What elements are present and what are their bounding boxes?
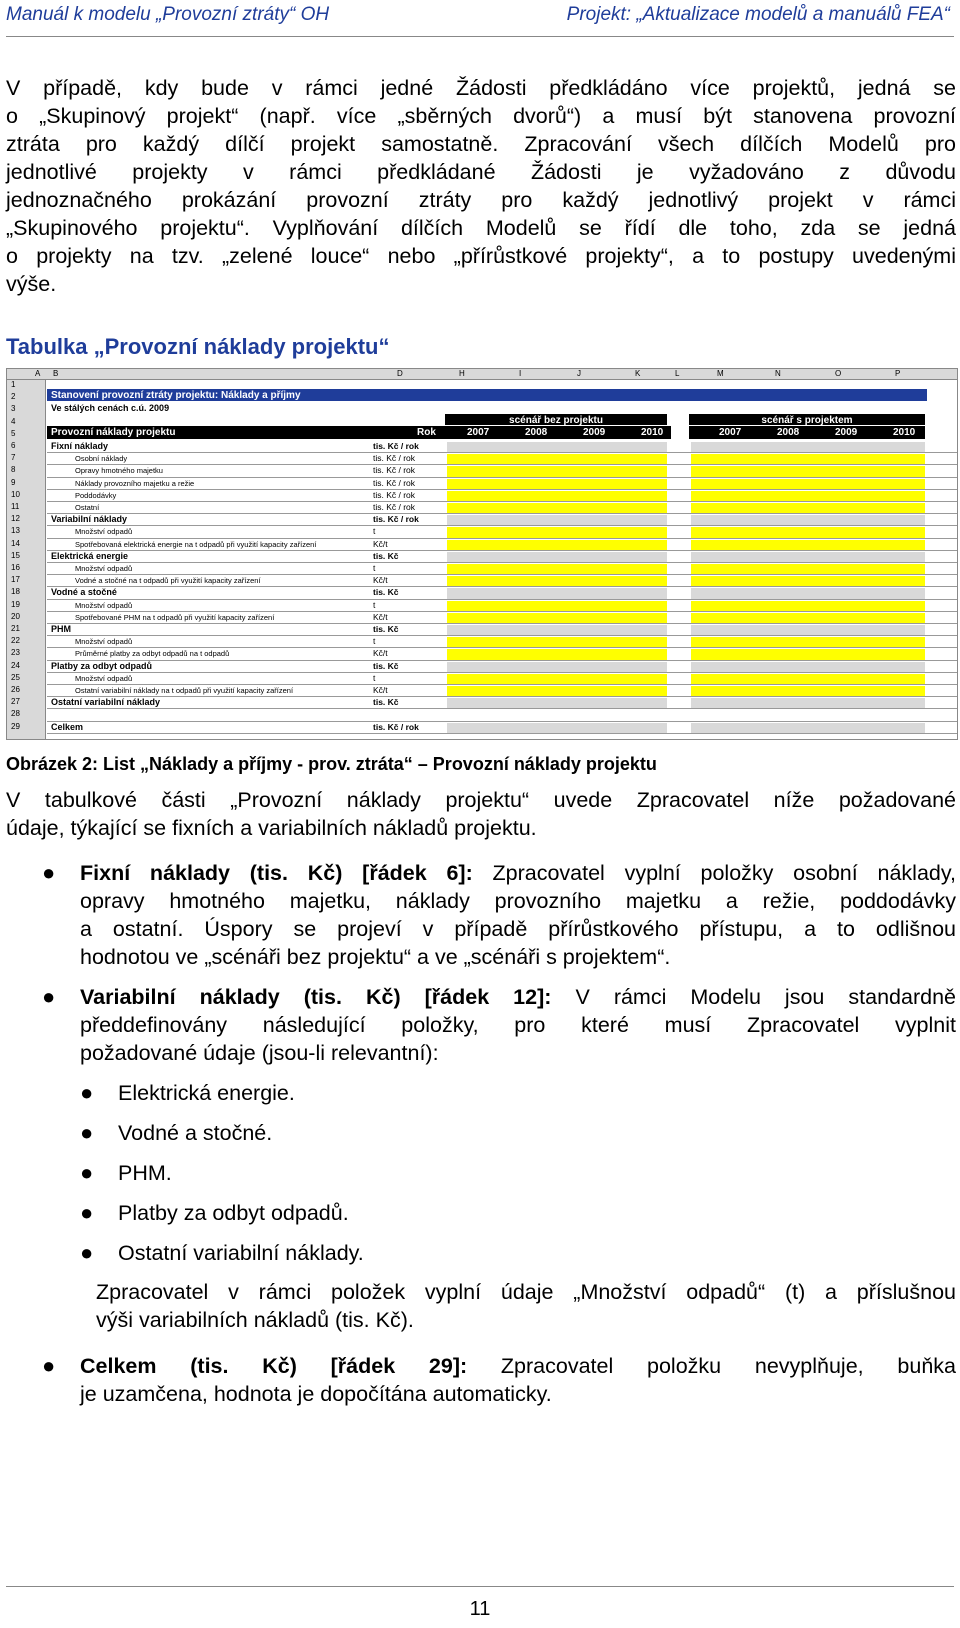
footer-divider <box>6 1586 954 1587</box>
header-label: Provozní náklady projektu <box>51 427 176 438</box>
col-letter: L <box>675 369 680 378</box>
computed-cell <box>447 442 667 452</box>
input-cell[interactable] <box>691 479 925 489</box>
row-label: Osobní náklady <box>75 454 128 464</box>
input-cell[interactable] <box>691 637 925 647</box>
row-label: Spotřebované PHM na t odpadů při využití kapacity zařízení <box>75 612 275 622</box>
row-divider <box>47 623 957 624</box>
row-number: 24 <box>11 660 20 670</box>
sub-item: Elektrická energie. <box>118 1081 295 1105</box>
computed-cell <box>691 723 925 733</box>
row-unit: t <box>373 563 376 573</box>
total-term: Celkem (tis. Kč) [řádek 29]: <box>80 1354 468 1378</box>
row-label: Náklady provozního majetku a režie <box>75 478 195 488</box>
figure-caption: Obrázek 2: List „Náklady a příjmy - prov. ztráta“ – Provozní náklady projektu <box>6 754 657 774</box>
input-cell[interactable] <box>691 466 925 476</box>
col-letter: A <box>35 369 41 378</box>
row-divider <box>47 452 957 453</box>
row-divider <box>47 660 957 661</box>
row-label: Opravy hmotného majetku <box>75 466 163 476</box>
intro-line: o „Skupinový projekt“ (např. více „sběrných dvorů“) a musí být stanovena provozní <box>6 104 956 128</box>
row-divider <box>47 489 957 490</box>
variable-costs-text: V rámci Modelu jsou standardně <box>575 985 956 1009</box>
row-divider <box>47 586 957 587</box>
row-unit: t <box>373 599 376 610</box>
row-divider <box>47 696 957 697</box>
sub-bullet-dot: ● <box>80 1200 94 1225</box>
row-number: 7 <box>11 453 16 463</box>
row-unit: tis. Kč / rok <box>373 477 416 488</box>
col-letter: J <box>577 369 581 378</box>
bullet-line: předdefinovány následující položky, pro které musí Zpracovatel vyplnit <box>80 1013 956 1037</box>
row-divider <box>47 562 957 563</box>
header-project-title: Projekt: „Aktualizace modelů a manuálů FEA“ <box>566 4 950 25</box>
col-letter: P <box>895 369 901 378</box>
col-letter: M <box>717 369 724 378</box>
row-label: Průměrné platby za odbyt odpadů na t odpadů <box>75 649 230 659</box>
row-label: Variabilní náklady <box>51 514 128 525</box>
row-number: 16 <box>11 563 20 572</box>
row-number: 2 <box>11 392 16 402</box>
row-label: Ostatní <box>75 503 100 512</box>
row-unit: tis. Kč <box>373 587 399 598</box>
row-number: 29 <box>11 721 20 731</box>
input-cell[interactable] <box>691 540 925 550</box>
page-number: 11 <box>469 1598 491 1620</box>
row-number: 8 <box>11 465 16 475</box>
row-number: 5 <box>11 428 16 438</box>
col-letter: D <box>397 369 403 378</box>
sub-item: Vodné a stočné. <box>118 1121 273 1145</box>
intro-line: jednoznačného prokázání provozní ztráty pro každý jednotlivý projekt v rámci <box>6 188 956 212</box>
header-manual-title: Manuál k modelu „Provozní ztráty“ OH <box>6 4 330 25</box>
sub-item: Ostatní variabilní náklady. <box>118 1241 364 1265</box>
row-unit: Kč/t <box>373 538 388 549</box>
year-2009: 2009 <box>835 427 858 438</box>
sub-bullet-dot: ● <box>80 1120 94 1145</box>
bullet-line: je uzamčena, hodnota je dopočítána automaticky. <box>80 1382 552 1406</box>
row-label: PHM <box>51 624 71 634</box>
row-label: Fixní náklady <box>51 441 109 451</box>
note-line: výši variabilních nákladů (tis. Kč). <box>96 1308 414 1332</box>
year-2008: 2008 <box>525 427 548 438</box>
row-label: Množství odpadů <box>75 637 133 647</box>
bullet-dot: ● <box>42 860 56 885</box>
row-divider <box>47 635 957 636</box>
section-title: Tabulka „Provozní náklady projektu“ <box>6 334 390 359</box>
row-label: Množství odpadů <box>75 564 133 573</box>
input-cell[interactable] <box>691 564 925 574</box>
bullet-line: a ostatní. Úspory se projeví v případě přírůstkového přístupu, a to odlišnou <box>80 917 956 941</box>
input-cell[interactable] <box>691 454 925 464</box>
row-divider <box>47 721 957 722</box>
row-label: Vodné a stočné <box>51 587 117 598</box>
computed-cell <box>691 698 925 708</box>
row-number: 11 <box>11 502 20 511</box>
row-unit: t <box>373 526 376 537</box>
year-2007: 2007 <box>719 427 742 438</box>
bullet-line: opravy hmotného majetku, náklady provozního majetku a režie, poddodávky <box>80 889 956 913</box>
input-cell[interactable] <box>447 527 667 537</box>
row-label: Platby za odbyt odpadů <box>51 660 153 671</box>
input-cell[interactable] <box>447 686 667 696</box>
input-cell[interactable] <box>691 686 925 696</box>
row-unit: Kč/t <box>373 685 388 695</box>
row-unit: tis. Kč <box>373 660 399 671</box>
row-unit: tis. Kč / rok <box>373 453 416 464</box>
year-2010: 2010 <box>893 427 916 438</box>
input-cell[interactable] <box>691 613 925 623</box>
input-cell[interactable] <box>691 576 925 586</box>
row-label: Ostatní variabilní náklady <box>51 697 161 708</box>
fixed-costs-term: Fixní náklady (tis. Kč) [řádek 6]: <box>80 861 473 885</box>
input-cell[interactable] <box>447 613 667 623</box>
row-label: Množství odpadů <box>75 527 133 537</box>
row-divider <box>47 550 957 551</box>
intro-line: jednotlivé projekty v rámci předkládané Žádosti je vyžadováno z důvodu <box>6 160 956 184</box>
input-cell[interactable] <box>447 601 667 611</box>
input-cell[interactable] <box>447 637 667 647</box>
scenario-with-label: scénář s projektem <box>689 414 925 425</box>
row-unit: tis. Kč <box>373 697 399 708</box>
row-label: Elektrická energie <box>51 550 129 561</box>
row-divider <box>47 525 957 526</box>
computed-cell <box>447 698 667 708</box>
computed-cell <box>447 723 667 733</box>
row-unit: tis. Kč <box>373 550 399 561</box>
row-unit: tis. Kč / rok <box>373 721 419 732</box>
sub-bullet-dot: ● <box>80 1160 94 1185</box>
intro-line: „Skupinového projektu“. Vyplňování dílčích Modelů se řídí dle toho, zda se jedná <box>6 216 956 240</box>
computed-cell <box>691 625 925 635</box>
row-label: Množství odpadů <box>75 600 133 610</box>
row-divider <box>47 708 957 709</box>
computed-cell <box>691 588 925 598</box>
computed-cell <box>691 442 925 452</box>
col-letter: K <box>635 369 641 378</box>
row-unit: t <box>373 672 376 683</box>
row-number: 17 <box>11 575 20 585</box>
row-number: 12 <box>11 514 20 524</box>
input-cell[interactable] <box>447 564 667 574</box>
input-cell[interactable] <box>447 503 667 513</box>
row-label: Vodné a stočné na t odpadů při využití kapacity zařízení <box>75 576 261 586</box>
row-number: 25 <box>11 672 20 682</box>
sub-item: Platby za odbyt odpadů. <box>118 1201 349 1225</box>
row-divider <box>47 672 957 673</box>
sub-bullet-dot: ● <box>80 1080 94 1105</box>
sub-item: PHM. <box>118 1161 172 1185</box>
computed-cell <box>447 552 667 562</box>
fixed-costs-text: Zpracovatel vyplní položky osobní náklady, <box>492 861 956 885</box>
row-unit: Kč/t <box>373 648 388 659</box>
computed-cell <box>447 662 667 672</box>
row-label: Množství odpadů <box>75 673 133 683</box>
input-cell[interactable] <box>447 674 667 684</box>
computed-cell <box>447 625 667 635</box>
col-letter: B <box>53 369 59 378</box>
scenario-without-label: scénář bez projektu <box>445 414 667 425</box>
sub-bullet-dot: ● <box>80 1240 94 1265</box>
table-header-row <box>47 426 671 439</box>
row-unit: tis. Kč / rok <box>373 502 416 512</box>
input-cell[interactable] <box>691 649 925 659</box>
row-unit: tis. Kč / rok <box>373 514 419 525</box>
row-number: 14 <box>11 538 20 548</box>
row-unit: t <box>373 636 376 647</box>
row-number: 27 <box>11 697 20 707</box>
row-number: 1 <box>11 380 16 389</box>
input-cell[interactable] <box>447 540 667 550</box>
row-label: Poddodávky <box>75 490 117 500</box>
row-divider <box>47 501 957 502</box>
bullet-fixed-line1 <box>80 859 956 888</box>
row-unit: Kč/t <box>373 575 388 586</box>
row-number: 10 <box>11 489 20 499</box>
input-cell[interactable] <box>691 674 925 684</box>
input-cell[interactable] <box>447 466 667 476</box>
row-divider <box>47 513 957 514</box>
year-2008: 2008 <box>777 427 800 438</box>
col-letter: N <box>775 369 781 378</box>
bullet-line: požadované údaje (jsou-li relevantní): <box>80 1041 439 1065</box>
input-cell[interactable] <box>691 527 925 537</box>
row-number: 15 <box>11 550 20 560</box>
row-number: 18 <box>11 587 20 597</box>
row-divider <box>47 599 957 600</box>
page-header <box>0 0 960 44</box>
bullet-total-line1 <box>80 1352 956 1381</box>
row-number: 21 <box>11 624 20 633</box>
input-cell[interactable] <box>447 576 667 586</box>
row-divider <box>47 733 957 734</box>
row-unit: tis. Kč / rok <box>373 441 419 451</box>
intro-line: o projekty na tzv. „zelené louce“ nebo „přírůstkové projekty“, a to postupy uvedenými <box>6 244 956 268</box>
input-cell[interactable] <box>691 601 925 611</box>
computed-cell <box>447 588 667 598</box>
input-cell[interactable] <box>691 491 925 501</box>
row-unit: tis. Kč <box>373 624 399 634</box>
col-letter: O <box>835 369 842 378</box>
variable-costs-term: Variabilní náklady (tis. Kč) [řádek 12]: <box>80 985 552 1009</box>
row-number: 6 <box>11 441 16 450</box>
input-cell[interactable] <box>691 503 925 513</box>
row-number: 4 <box>11 416 16 426</box>
row-label: Ostatní variabilní náklady na t odpadů při využití kapacity zařízení <box>75 686 294 695</box>
row-number: 13 <box>11 526 20 536</box>
row-unit: Kč/t <box>373 611 388 622</box>
row-unit: tis. Kč / rok <box>373 489 416 500</box>
header-rok: Rok <box>417 427 436 438</box>
bullet-dot: ● <box>42 984 56 1009</box>
row-number: 19 <box>11 599 20 609</box>
row-unit: tis. Kč / rok <box>373 465 416 476</box>
year-2010: 2010 <box>641 427 664 438</box>
intro-line: ztráta pro každý dílčí projekt samostatně. Zpracování všech dílčích Modelů pro <box>6 132 956 156</box>
col-letter: I <box>519 369 522 378</box>
bullet-var-line1 <box>80 983 956 1012</box>
computed-cell <box>691 662 925 672</box>
bullet-line: hodnotou ve „scénáři bez projektu“ a ve „scénáři s projektem“. <box>80 945 671 969</box>
input-cell[interactable] <box>447 479 667 489</box>
row-number: 9 <box>11 477 16 487</box>
table-header-row-with <box>689 426 925 439</box>
computed-cell <box>691 552 925 562</box>
input-cell[interactable] <box>447 454 667 464</box>
input-cell[interactable] <box>447 649 667 659</box>
computed-cell <box>447 515 667 525</box>
row-number: 3 <box>11 404 16 414</box>
computed-cell <box>691 515 925 525</box>
row-divider <box>47 464 957 465</box>
year-2009: 2009 <box>583 427 606 438</box>
spreadsheet-figure <box>6 368 958 740</box>
note-line: Zpracovatel v rámci položek vyplní údaje „Množství odpadů“ (t) a příslušnou <box>96 1280 956 1304</box>
row-label: Celkem <box>51 721 84 732</box>
col-letter: H <box>459 369 465 378</box>
body-line: údaje, týkající se fixních a variabilních nákladů projektu. <box>6 816 537 840</box>
row-label: Spotřebovaná elektrická energie na t odpadů při využití kapacity zařízení <box>75 539 317 549</box>
row-number: 20 <box>11 611 20 621</box>
body-line: V tabulkové části „Provozní náklady projektu“ uvede Zpracovatel níže požadované <box>6 788 956 812</box>
total-text: Zpracovatel položku nevyplňuje, buňka <box>500 1354 956 1378</box>
intro-line: výše. <box>6 272 57 296</box>
row-headers <box>7 380 46 739</box>
sheet-title-bar: Stanovení provozní ztráty projektu: Náklady a příjmy <box>47 389 927 401</box>
header-divider <box>6 36 954 37</box>
year-2007: 2007 <box>467 427 490 438</box>
row-number: 28 <box>11 709 20 719</box>
row-number: 22 <box>11 636 20 646</box>
column-headers <box>7 369 957 380</box>
row-number: 26 <box>11 685 20 694</box>
row-number: 23 <box>11 648 20 658</box>
bullet-dot: ● <box>42 1353 56 1378</box>
sheet-subtitle: Ve stálých cenách c.ú. 2009 <box>51 403 170 413</box>
intro-line: V případě, kdy bude v rámci jedné Žádosti předkládáno více projektů, jedná se <box>6 76 956 100</box>
input-cell[interactable] <box>447 491 667 501</box>
